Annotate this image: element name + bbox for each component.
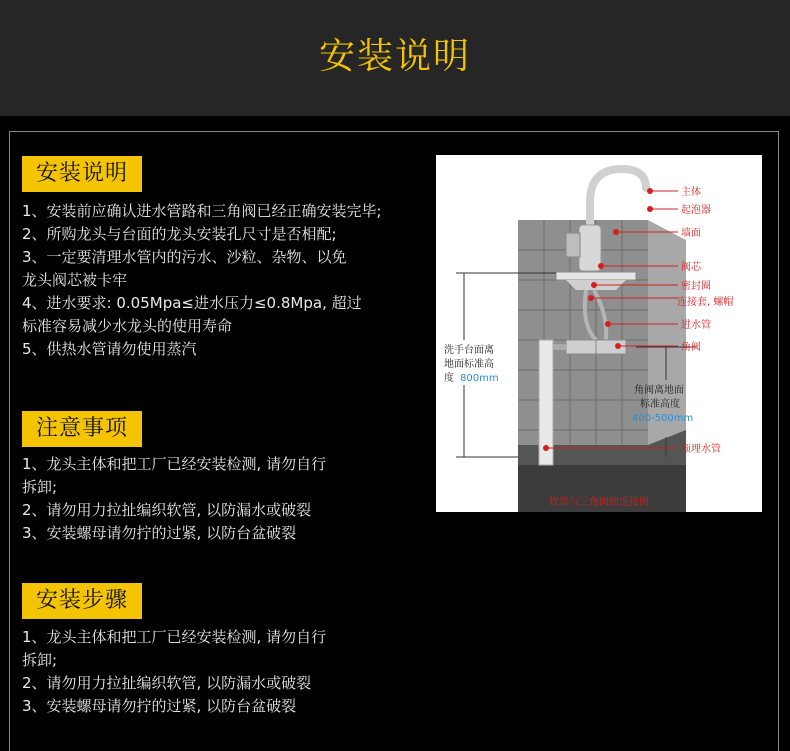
basin-height-value: 800mm: [460, 373, 499, 384]
list-item: 1、龙头主体和把工厂已经安装检测, 请勿自行: [22, 628, 327, 646]
page-header: [0, 0, 790, 116]
section-heading-install-notes: 安装说明: [22, 156, 142, 192]
basin-height-label-3: 度: [444, 373, 454, 384]
install-steps-list: [22, 626, 442, 718]
basin-height-label-1: 洗手台面离: [444, 345, 494, 356]
list-item: 4、进水要求: 0.05Mpa≤进水压力≤0.8Mpa, 超过: [22, 294, 362, 312]
list-item: 1、安装前应确认进水管路和三角阀已经正确安装完毕;: [22, 202, 382, 220]
callout-inlet-pipe: 进水管: [681, 320, 711, 331]
list-item: 标准容易减少水龙头的使用寿命: [22, 317, 233, 335]
list-item: 2、请勿用力拉扯编织软管, 以防漏水或破裂: [22, 501, 312, 519]
callout-seal-ring: 密封圈: [681, 281, 711, 292]
list-item: 龙头阀芯被卡牢: [22, 271, 128, 289]
list-item: 1、龙头主体和把工厂已经安装检测, 请勿自行: [22, 455, 327, 473]
callout-valve-core: 阀芯: [681, 262, 701, 273]
faucet-diagram-svg: [436, 155, 762, 512]
precautions-list: [22, 453, 442, 545]
faucet-body: [579, 225, 601, 271]
list-item: 5、供热水管请勿使用蒸汽: [22, 340, 197, 358]
list-item: 3、安装螺母请勿拧的过紧, 以防台盆破裂: [22, 697, 297, 715]
list-item: 2、请勿用力拉扯编织软管, 以防漏水或破裂: [22, 674, 312, 692]
callout-embedded-pipe: 预埋水管: [681, 444, 721, 455]
valve-height-label-1: 角阀离地面: [634, 385, 684, 396]
callout-wall: 墙面: [681, 228, 701, 239]
diagram-caption: 软管与三角阀的连接图: [549, 497, 649, 508]
section-heading-precautions: 注意事项: [22, 411, 142, 447]
list-item: 拆卸;: [22, 651, 58, 669]
list-item: 拆卸;: [22, 478, 58, 496]
faucet-spout: [590, 169, 646, 225]
section-heading-install-steps: 安装步骤: [22, 583, 142, 619]
basin-height-label-2: 地面标准高: [444, 359, 494, 370]
faucet-installation-diagram: [436, 155, 762, 512]
callout-main-body: 主体: [681, 187, 701, 198]
valve-height-value: 400-500mm: [632, 413, 694, 424]
list-item: 3、安装螺母请勿拧的过紧, 以防台盆破裂: [22, 524, 297, 542]
list-item: 2、所购龙头与台面的龙头安装孔尺寸是否相配;: [22, 225, 337, 243]
callout-aerator: 起泡器: [681, 205, 711, 216]
list-item: 3、一定要清理水管内的污水、沙粒、杂物、以免: [22, 248, 347, 266]
page-title: 安装说明: [318, 36, 471, 77]
callout-angle-valve: 角阀: [681, 342, 701, 353]
valve-height-label-2: 标准高度: [640, 399, 680, 410]
callout-connector-nut: 连接套, 螺帽: [677, 297, 734, 308]
install-notes-list: [22, 200, 442, 361]
